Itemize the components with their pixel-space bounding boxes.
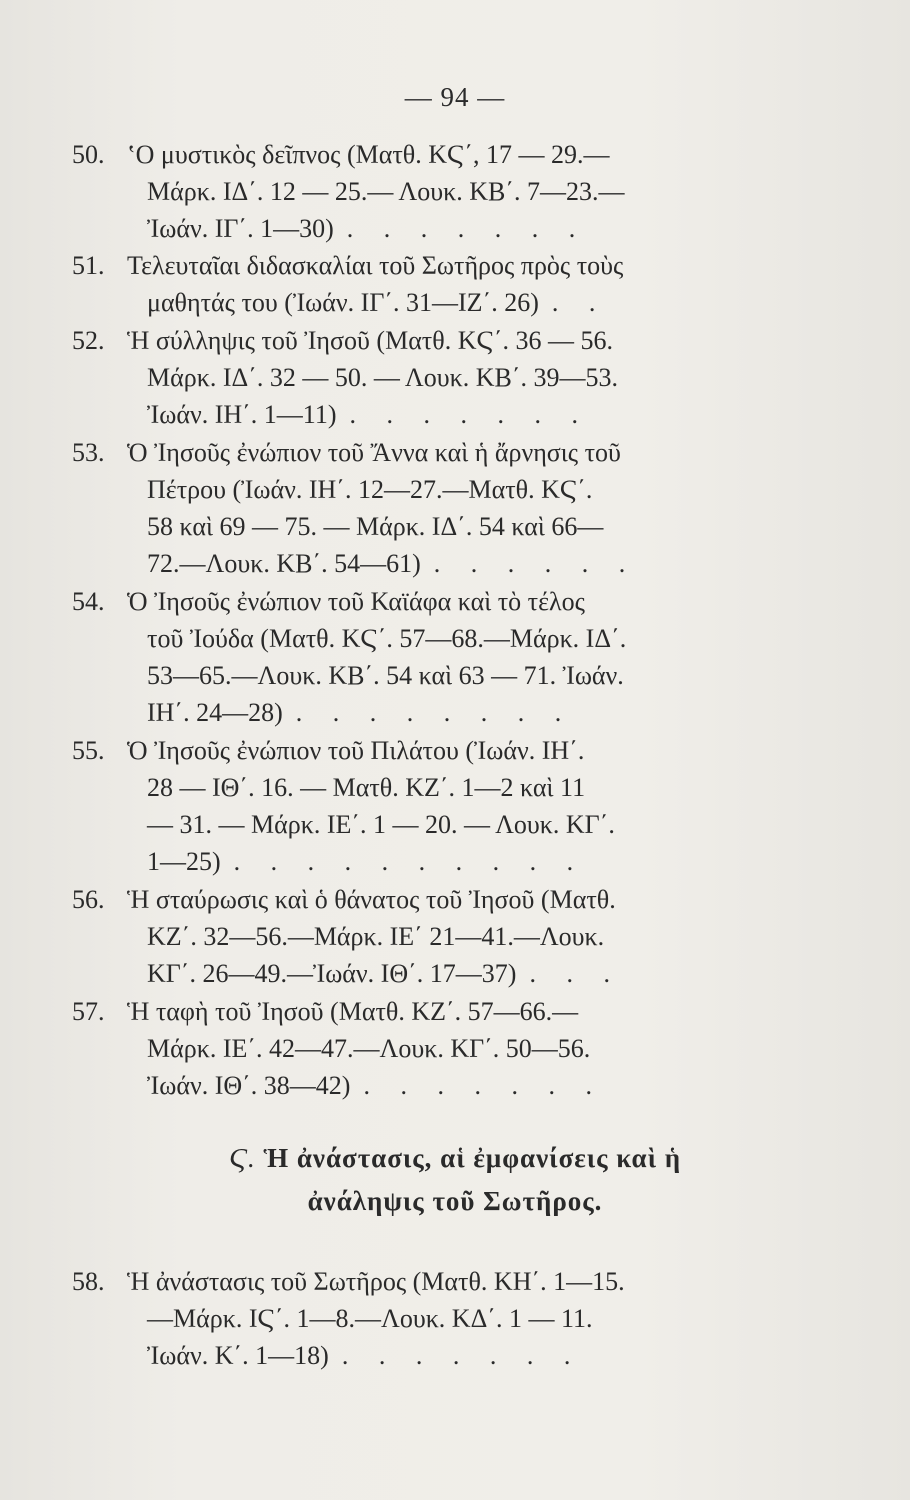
entry-number: 52. [72, 326, 105, 355]
section-heading-line-1 [0, 1137, 910, 1179]
entry-text: Ἰωάν. ΙΗ΄. 1—11) . . . . . . . [147, 400, 591, 429]
entry-text: Μάρκ. ΙΕ΄. 42—47.—Λουκ. ΚΓ΄. 50—56. [147, 1034, 591, 1063]
entry-text: Μάρκ. ΙΔ΄. 32 — 50. — Λουκ. ΚΒ΄. 39—53. [147, 363, 619, 392]
entry-text: 72.—Λουκ. ΚΒ΄. 54—61) . . . . . . [147, 549, 638, 578]
leader-dots: . . . . . . . [346, 214, 588, 243]
section-marker: Ϛ. [228, 1143, 256, 1173]
entry-text: Πέτρου (Ἰωάν. ΙΗ΄. 12—27.—Ματθ. ΚϚ΄. [147, 475, 593, 504]
entry-number: 56. [72, 885, 105, 914]
entry-number: 54. [72, 587, 105, 616]
entry-text: Ἡ σταύρωσις καὶ ὁ θάνατος τοῦ Ἰησοῦ (Ματθ. [127, 885, 616, 914]
page-number: — 94 — [404, 82, 506, 112]
entry-text: Ὁ Ἰησοῦς ἐνώπιον τοῦ Καϊάφα καὶ τὸ τέλος [127, 587, 585, 616]
entry-text: ΚΓ΄. 26—49.—Ἰωάν. ΙΘ΄. 17—37) . . . [147, 959, 622, 988]
entry-text: ΙΗ΄. 24—28) . . . . . . . . [147, 698, 574, 727]
entry-text: Ἰωάν. Κ΄. 1—18) . . . . . . . [147, 1341, 583, 1370]
entry-text: —Μάρκ. ΙϚ΄. 1—8.—Λουκ. ΚΔ΄. 1 — 11. [147, 1304, 593, 1333]
leader-dots: . . . . . . [433, 549, 638, 578]
entry-text: Ἡ ταφὴ τοῦ Ἰησοῦ (Ματθ. ΚΖ΄. 57—66.— [127, 997, 579, 1026]
entry-text: ΚΖ΄. 32—56.—Μάρκ. ΙΕ΄ 21—41.—Λουκ. [147, 922, 605, 951]
leader-dots: . . . . . . . [363, 1071, 604, 1100]
leader-dots: . . . . . . . . [295, 698, 574, 727]
section-heading-line-2 [0, 1180, 910, 1222]
entry-text: Ἰωάν. ΙΓ΄. 1—30) . . . . . . . [147, 214, 588, 243]
entry-text: Ὁ Ἰησοῦς ἐνώπιον τοῦ Πιλάτου (Ἰωάν. ΙΗ΄. [127, 736, 585, 765]
leader-dots: . . . [529, 959, 622, 988]
leader-dots: . . . . . . . [349, 400, 591, 429]
entry-number: 55. [72, 736, 105, 765]
entry-text: Ἡ ἀνάστασις τοῦ Σωτῆρος (Ματθ. ΚΗ΄. 1—15. [127, 1267, 625, 1296]
entry-text: Ἰωάν. ΙΘ΄. 38—42) . . . . . . . [147, 1071, 604, 1100]
entry-number: 58. [72, 1267, 105, 1296]
entry-text: 53—65.—Λουκ. ΚΒ΄. 54 καὶ 63 — 71. Ἰωάν. [147, 661, 624, 690]
entry-text: τοῦ Ἰούδα (Ματθ. ΚϚ΄. 57—68.—Μάρκ. ΙΔ΄. [147, 624, 627, 653]
entry-text: μαθητάς του (Ἰωάν. ΙΓ΄. 31—ΙΖ΄. 26) . . [147, 288, 608, 317]
entry-text: ʽΟ μυστικὸς δεῖπνος (Ματθ. ΚϚ΄, 17 — 29.— [127, 140, 610, 169]
entry-number: 57. [72, 997, 105, 1026]
entry-text: 58 καὶ 69 — 75. — Μάρκ. ΙΔ΄. 54 καὶ 66— [147, 512, 604, 541]
section-title-cont: ἀνάληψις τοῦ Σωτῆρος. [307, 1186, 603, 1216]
entry-text: Ἡ σύλληψις τοῦ Ἰησοῦ (Ματθ. ΚϚ΄. 36 — 56. [127, 326, 613, 355]
entry-number: 53. [72, 438, 105, 467]
entry-text: Τελευταῖαι διδασκαλίαι τοῦ Σωτῆρος πρὸς τοὺς [127, 251, 624, 280]
entry-number: 50. [72, 140, 105, 169]
entry-number: 51. [72, 251, 105, 280]
section-title: Ἡ ἀνάστασις, αἱ ἐμφανίσεις καὶ ἡ [263, 1143, 682, 1173]
leader-dots: . . . . . . . . . . [233, 847, 586, 876]
entry-text: 1—25) . . . . . . . . . . [147, 847, 586, 876]
entry-text: Ὁ Ἰησοῦς ἐνώπιον τοῦ Ἄννα καὶ ἡ ἄρνησις τοῦ [127, 438, 621, 467]
entry-text: Μάρκ. ΙΔ΄. 12 — 25.— Λουκ. ΚΒ΄. 7—23.— [147, 177, 625, 206]
entry-text: 28 — ΙΘ΄. 16. — Ματθ. ΚΖ΄. 1—2 καὶ 11 [147, 773, 586, 802]
leader-dots: . . [551, 288, 608, 317]
entry-text: — 31. — Μάρκ. ΙΕ΄. 1 — 20. — Λουκ. ΚΓ΄. [147, 810, 615, 839]
leader-dots: . . . . . . . [341, 1341, 583, 1370]
